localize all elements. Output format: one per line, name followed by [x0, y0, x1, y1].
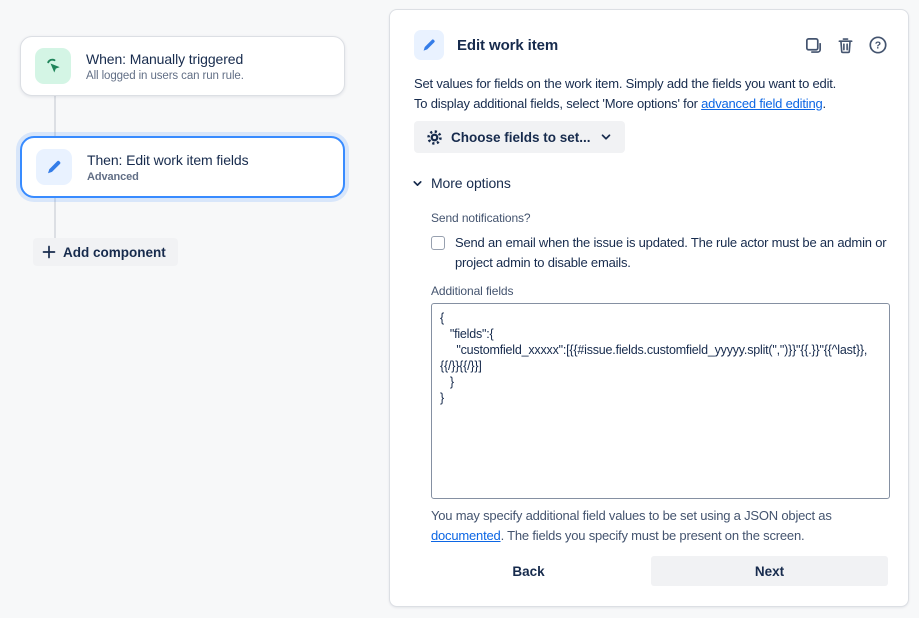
- send-notifications-label: Send notifications?: [431, 211, 531, 225]
- panel-header-actions: [804, 35, 888, 55]
- action-card-text: [87, 152, 248, 183]
- edit-work-item-panel: [389, 9, 909, 607]
- documented-link[interactable]: documented: [431, 527, 501, 543]
- manual-trigger-cursor-icon: [35, 48, 71, 84]
- action-card-edit-work-item[interactable]: [20, 136, 345, 198]
- send-email-label: Send an email when the issue is updated. The rule actor must be an admin or project admin to disable emails.: [455, 235, 887, 270]
- gear-icon: [426, 129, 443, 146]
- more-options-section: [431, 211, 890, 545]
- add-component-button[interactable]: [33, 238, 178, 266]
- back-button[interactable]: Back: [410, 556, 647, 586]
- panel-footer: [410, 556, 888, 586]
- additional-fields-helper: [431, 506, 890, 545]
- trigger-title: When: Manually triggered: [86, 50, 244, 67]
- description-line1: Set values for fields on the work item. Simply add the fields you want to edit.: [414, 76, 837, 91]
- next-button[interactable]: Next: [651, 556, 888, 586]
- panel-header: [414, 30, 888, 60]
- helper-text: You may specify additional field values to be set using a JSON object as: [431, 508, 832, 523]
- add-component-label: Add component: [63, 244, 166, 260]
- trigger-card-text: [86, 51, 244, 82]
- trash-icon[interactable]: [836, 36, 855, 55]
- rule-chain-connector: [54, 198, 56, 238]
- description-line2: To display additional fields, select 'More options' for: [414, 95, 702, 111]
- svg-text:?: ?: [874, 39, 882, 52]
- panel-title: Edit work item: [457, 36, 559, 54]
- chevron-down-icon: [411, 177, 424, 190]
- send-email-checkbox-row[interactable]: [431, 233, 890, 272]
- description-line2-suffix: .: [822, 95, 826, 111]
- duplicate-icon[interactable]: [804, 36, 823, 55]
- action-title: Then: Edit work item fields: [87, 151, 249, 168]
- additional-fields-label: Additional fields: [431, 284, 514, 298]
- more-options-label: More options: [431, 175, 511, 191]
- help-icon[interactable]: [868, 35, 888, 55]
- chevron-down-icon: [599, 130, 613, 144]
- trigger-subtitle: All logged in users can run rule.: [86, 69, 244, 82]
- more-options-toggle[interactable]: [411, 175, 511, 191]
- rule-chain-connector: [54, 96, 56, 137]
- panel-description: [414, 74, 888, 113]
- pencil-icon: [414, 30, 444, 60]
- choose-fields-button[interactable]: [414, 121, 625, 153]
- plus-icon: [41, 244, 57, 260]
- choose-fields-label: Choose fields to set...: [451, 129, 591, 145]
- action-subtitle: Advanced: [87, 170, 139, 183]
- advanced-field-editing-link[interactable]: advanced field editing: [701, 95, 823, 111]
- trigger-card-manually-triggered[interactable]: [20, 36, 345, 96]
- additional-fields-textarea[interactable]: [431, 303, 890, 499]
- send-email-checkbox[interactable]: [431, 236, 445, 250]
- pencil-icon: [36, 149, 72, 185]
- helper-text-suffix: . The fields you specify must be present on the screen.: [500, 527, 805, 543]
